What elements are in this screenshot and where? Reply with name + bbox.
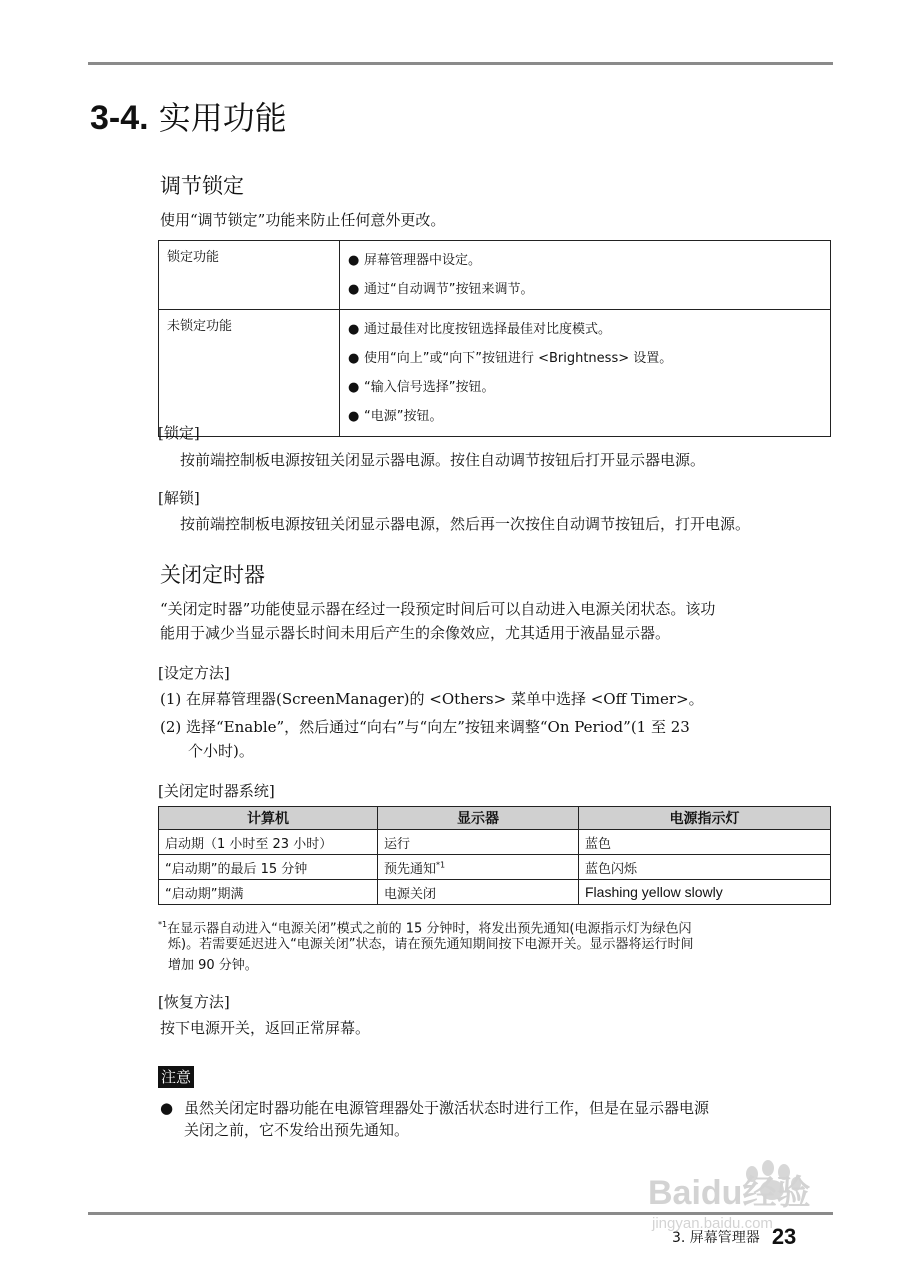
list-item: ● “电源”按钮。	[348, 402, 822, 431]
footer-chapter: 3. 屏幕管理器	[672, 1230, 760, 1246]
table-header-row	[159, 807, 831, 830]
bullet-icon: ●	[348, 282, 360, 297]
unlock-text: 按前端控制板电源按钮关闭显示器电源，然后再一次按住自动调节按钮后，打开电源。	[180, 515, 751, 533]
section-heading: 实用功能	[158, 99, 287, 137]
bullet-icon: ●	[348, 409, 360, 424]
footnote-mark: *1	[158, 920, 168, 929]
off-timer-heading: 关闭定时器	[160, 563, 265, 587]
bullet-icon: ●	[348, 253, 360, 268]
off-timer-intro-1: “关闭定时器”功能使显示器在经过一段预定时间后可以自动进入电源关闭状态。该功	[160, 600, 716, 618]
list-item: ● 屏幕管理器中设定。	[348, 246, 822, 275]
system-subtitle: [关闭定时器系统]	[158, 782, 275, 800]
bullet-icon: ●	[348, 351, 360, 366]
unlocked-items	[340, 310, 831, 437]
column-header: 显示器	[378, 807, 579, 830]
bottom-divider	[88, 1212, 833, 1215]
section-number: 3-4.	[90, 99, 149, 137]
setup-step-2: (2) 选择“Enable”，然后通过“向右”与“向左”按钮来调整“On Period”(1 至 23	[160, 718, 690, 736]
column-header: 计算机	[159, 807, 378, 830]
notice-badge: 注意	[158, 1066, 194, 1088]
lock-subtitle: [锁定]	[158, 424, 200, 442]
locked-items	[340, 241, 831, 310]
list-item: ● 通过最佳对比度按钮选择最佳对比度模式。	[348, 315, 822, 344]
list-item: ● “输入信号选择”按钮。	[348, 373, 822, 402]
unlock-subtitle: [解锁]	[158, 489, 200, 507]
column-header: 电源指示灯	[579, 807, 831, 830]
table-cell: Flashing yellow slowly	[579, 880, 831, 905]
table-cell: 运行	[378, 830, 579, 855]
adjust-lock-intro: 使用“调节锁定”功能来防止任何意外更改。	[160, 211, 446, 229]
setup-step-1: (1) 在屏幕管理器(ScreenManager)的 <Others> 菜单中选择 <Off Timer>。	[160, 690, 704, 708]
footnote-3: 增加 90 分钟。	[168, 958, 258, 973]
table-row	[159, 241, 831, 310]
table-cell: 启动期（1 小时至 23 小时）	[159, 830, 378, 855]
table-cell: 预先通知$^{*1}$	[378, 855, 579, 880]
table-row	[159, 880, 831, 905]
bullet-icon: ●	[348, 380, 360, 395]
adjust-lock-heading: 调节锁定	[160, 174, 244, 198]
locked-label: 锁定功能	[159, 241, 340, 310]
table-row	[159, 310, 831, 437]
bullet-icon: ●	[348, 322, 360, 337]
table-row	[159, 830, 831, 855]
page-number: 23	[771, 1224, 797, 1249]
footnote-2: 烁)。若需要延迟进入“电源关闭”状态，请在预先通知期间按下电源开关。显示器将运行时间	[168, 937, 694, 952]
off-timer-table	[158, 806, 831, 905]
table-cell: 蓝色	[579, 830, 831, 855]
setup-subtitle: [设定方法]	[158, 664, 230, 682]
lock-text: 按前端控制板电源按钮关闭显示器电源。按住自动调节按钮后打开显示器电源。	[180, 451, 706, 469]
watermark-logo-text: Baidu经验	[648, 1174, 811, 1212]
table-cell: “启动期”的最后 15 分钟	[159, 855, 378, 880]
table-cell: 电源关闭	[378, 880, 579, 905]
unlocked-label: 未锁定功能	[159, 310, 340, 437]
off-timer-intro-2: 能用于减少当显示器长时间未用后产生的余像效应，尤其适用于液晶显示器。	[160, 624, 671, 642]
restore-subtitle: [恢复方法]	[158, 993, 230, 1011]
page-footer	[672, 1224, 796, 1251]
list-item: ● 通过“自动调节”按钮来调节。	[348, 275, 822, 304]
table-row	[159, 855, 831, 880]
baidu-watermark-logo	[646, 1142, 846, 1232]
list-item: ● 使用“向上”或“向下”按钮进行 <Brightness> 设置。	[348, 344, 822, 373]
table-cell: 蓝色闪烁	[579, 855, 831, 880]
top-divider	[88, 62, 833, 65]
setup-step-2-cont: 个小时)。	[188, 742, 254, 760]
bullet-icon: ●	[160, 1099, 174, 1117]
restore-text: 按下电源开关，返回正常屏幕。	[160, 1019, 371, 1037]
section-title	[90, 98, 287, 138]
lock-function-table	[158, 240, 831, 437]
notice-line-2: 关闭之前，它不发给出预先通知。	[184, 1121, 410, 1139]
footnote-1: $^{*1}$在显示器自动进入“电源关闭”模式之前的 15 分钟时，将发出预先通知(电源指示灯为绿色闪	[158, 920, 692, 937]
notice-line-1: 虽然关闭定时器功能在电源管理器处于激活状态时进行工作，但是在显示器电源	[184, 1099, 710, 1117]
watermark-url: jingyan.baidu.com	[652, 1215, 773, 1232]
footnote-ref: *1	[436, 860, 446, 870]
table-cell: “启动期”期满	[159, 880, 378, 905]
